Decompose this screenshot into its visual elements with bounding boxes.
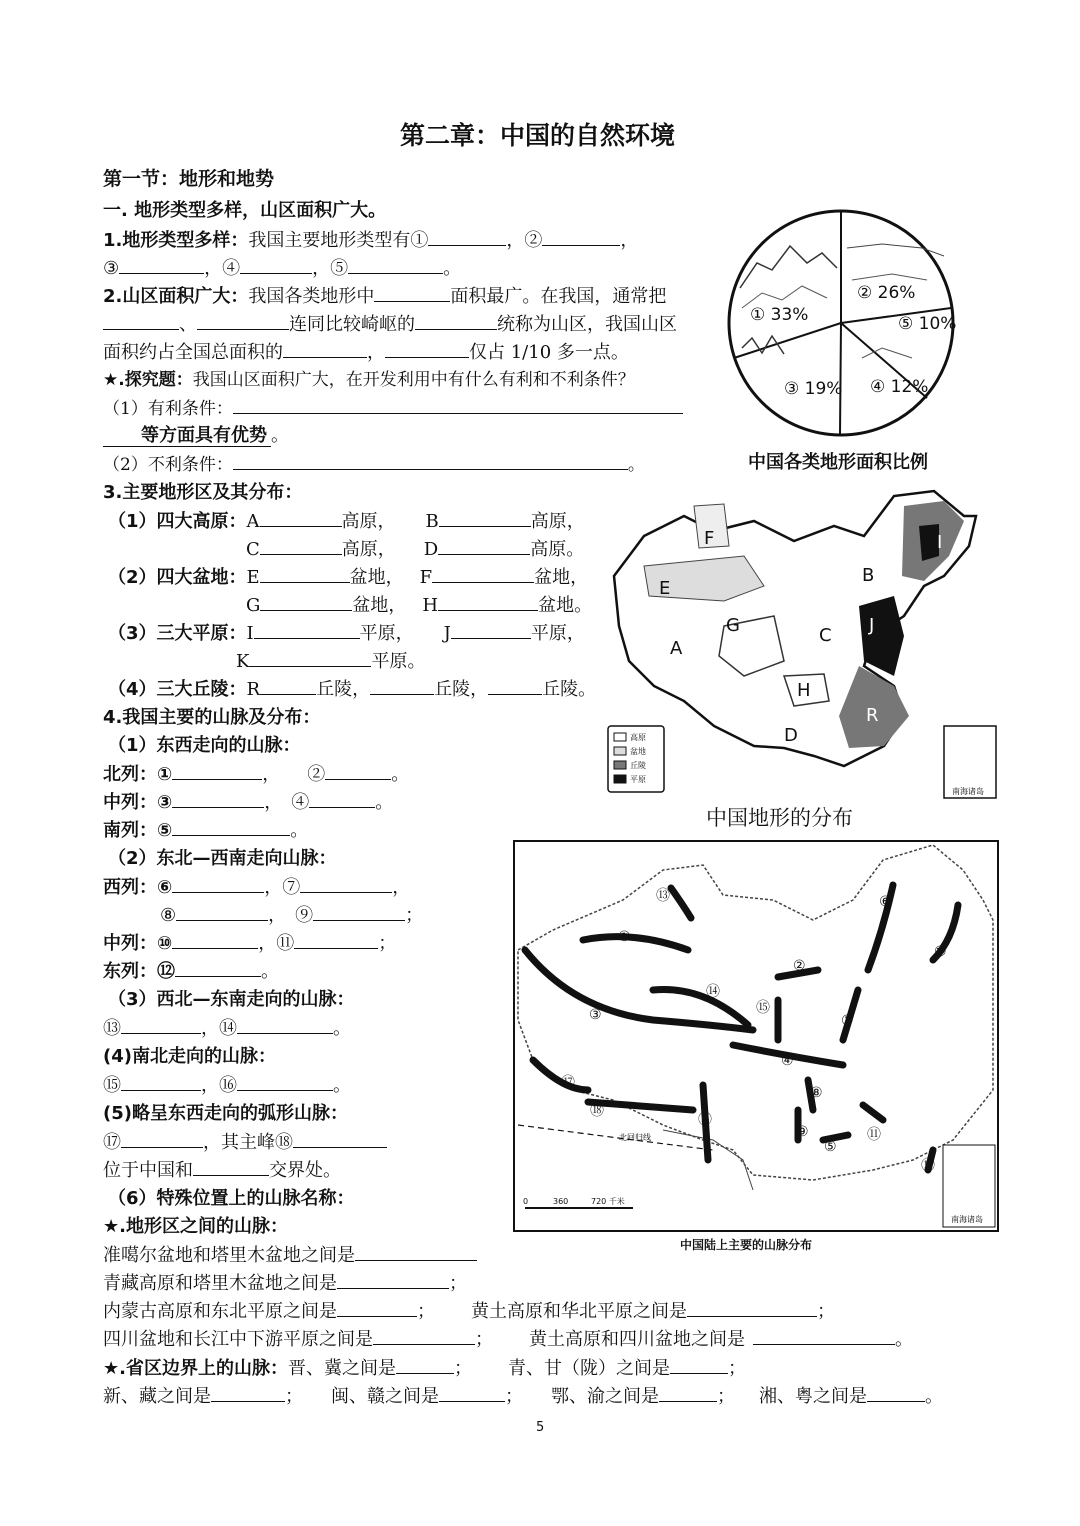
- map1-letter: R: [866, 705, 879, 726]
- sep: 位于中国和: [103, 1160, 193, 1181]
- scale-label: 360: [553, 1197, 569, 1206]
- q2-line3: [103, 341, 629, 364]
- between-text: 青藏高原和塔里木盆地之间是: [103, 1273, 337, 1294]
- map2-caption: 中国陆上主要的山脉分布: [680, 1238, 813, 1252]
- mountain-num: ⑯: [698, 1112, 712, 1128]
- mountain-num: ②: [793, 958, 806, 974]
- legend-item: 高原: [630, 733, 646, 742]
- suffix: 盆地，: [349, 567, 404, 588]
- map1-letter: D: [784, 725, 798, 746]
- blank[interactable]: [254, 622, 360, 639]
- suffix: 高原，: [341, 511, 396, 532]
- suffix: 高原，: [341, 539, 396, 560]
- arc-row: [103, 1131, 387, 1154]
- explore-adv: [103, 397, 683, 420]
- sep: ；: [475, 1329, 493, 1350]
- adv-label: （1）有利条件：: [103, 399, 233, 419]
- suffix: 丘陵。: [542, 679, 597, 700]
- blank[interactable]: [121, 1017, 201, 1034]
- suffix: 平原，: [359, 623, 414, 644]
- letter: C: [246, 539, 260, 560]
- blank[interactable]: [172, 932, 258, 949]
- mountain-num: ⑫: [921, 1158, 935, 1174]
- map1-letter: I: [937, 532, 943, 553]
- blank[interactable]: [438, 538, 530, 555]
- row-label: 南列：⑤: [103, 820, 173, 841]
- q2-text: 连同比较崎岖的: [289, 314, 415, 335]
- north-row: [103, 763, 409, 786]
- q2-text: 面积约占全国总面积的: [103, 342, 283, 363]
- scale-label: 0: [523, 1197, 529, 1206]
- sep: 。: [895, 1329, 913, 1350]
- blank[interactable]: [542, 229, 620, 246]
- page-number: 5: [536, 1420, 545, 1435]
- blank[interactable]: [370, 678, 434, 695]
- q4-ew: （1）东西走向的山脉：: [108, 735, 301, 756]
- map2-inset: 南海诸岛: [951, 1215, 983, 1224]
- letter: E: [246, 567, 260, 588]
- blank[interactable]: [193, 1159, 269, 1176]
- pie-label-3: ③ 19%: [784, 379, 843, 399]
- sep: 。: [261, 961, 279, 982]
- blank[interactable]: [488, 678, 542, 695]
- legend-item: 丘陵: [630, 761, 646, 770]
- dis-end: 。: [627, 455, 645, 475]
- q4-nesw: （2）东北—西南走向山脉：: [108, 848, 337, 869]
- blank[interactable]: [385, 341, 469, 358]
- sep: ；: [717, 1386, 735, 1407]
- letter: F: [419, 567, 433, 588]
- suffix: 高原，: [530, 511, 585, 532]
- plain-line2: [236, 650, 425, 673]
- q4-arc: (5)略呈东西走向的弧形山脉：: [103, 1103, 348, 1124]
- q1-sep: 。: [443, 258, 462, 279]
- sep: 交界处。: [269, 1160, 341, 1181]
- q1-line2: [103, 257, 461, 280]
- mid2-row: [103, 932, 396, 955]
- mountain-num: ⑪: [867, 1127, 881, 1143]
- blank[interactable]: [309, 791, 375, 808]
- suffix: 盆地，: [352, 595, 407, 616]
- west-row: [103, 876, 410, 899]
- map1-letter: C: [819, 625, 832, 646]
- pie-label-5: ⑤ 10%: [898, 314, 957, 334]
- q4-label: 4.我国主要的山脉及分布：: [103, 707, 321, 728]
- mountain-num: ⑩: [934, 944, 947, 960]
- east-row: [103, 960, 279, 983]
- blank[interactable]: [300, 876, 392, 893]
- blank[interactable]: [294, 932, 378, 949]
- letter: H: [422, 595, 439, 616]
- sep: ⑮: [103, 1075, 121, 1096]
- explore-dis: [103, 453, 645, 476]
- legend-item: 平原: [630, 775, 646, 784]
- sep: ；: [417, 1301, 435, 1322]
- q2-text: 我国各类地形中: [248, 286, 375, 307]
- row-label: 东列：⑫: [103, 961, 175, 982]
- border-text: 晋、冀之间是: [287, 1358, 396, 1379]
- pie-caption: 中国各类地形面积比例: [748, 452, 928, 473]
- border-l1: [103, 1357, 746, 1380]
- between-label: ★.地形区之间的山脉：: [103, 1216, 288, 1237]
- suffix: 平原，: [530, 623, 585, 644]
- sep: 。: [333, 1075, 351, 1096]
- q1-sep: ，: [620, 230, 639, 251]
- blank[interactable]: [355, 1244, 477, 1261]
- q1-sep: ，④: [204, 258, 241, 279]
- suffix: 平原。: [371, 651, 426, 672]
- blank[interactable]: [233, 397, 683, 414]
- sep: ；: [378, 933, 397, 954]
- between-text: 黄土高原和华北平原之间是: [471, 1301, 687, 1322]
- sep: ， ④: [264, 792, 310, 813]
- mountain-num: ⑬: [656, 888, 670, 904]
- mountain-num: ⑰: [561, 1075, 575, 1091]
- blank[interactable]: [451, 622, 531, 639]
- between-l2: [103, 1272, 467, 1295]
- legend-item: 盆地: [630, 747, 646, 756]
- row-label: 北列：①: [103, 764, 173, 785]
- sep: ⑧: [160, 905, 177, 926]
- mountain-num: ⑥: [879, 894, 892, 910]
- sep: ；: [449, 1273, 467, 1294]
- map1-letter: F: [704, 528, 715, 549]
- sep: ⑰: [103, 1132, 121, 1153]
- between-text: 准噶尔盆地和塔里木盆地之间是: [103, 1245, 355, 1266]
- border-text: 新、藏之间是: [103, 1386, 211, 1407]
- sep: ，⑪: [258, 933, 295, 954]
- west-row-2: [160, 904, 423, 927]
- blank[interactable]: [119, 257, 204, 274]
- plain-line1: [108, 622, 585, 645]
- sep: ；: [405, 905, 424, 926]
- arc-row-2: [103, 1159, 341, 1182]
- scale-label: 720 千米: [591, 1197, 625, 1206]
- q4-special: （6）特殊位置上的山脉名称：: [108, 1188, 355, 1209]
- nwse-row: [103, 1017, 351, 1040]
- basin-line2: [246, 594, 592, 617]
- pie-label-2: ② 26%: [857, 283, 916, 303]
- q2-text: 、: [179, 314, 197, 335]
- sep: ，: [392, 877, 411, 898]
- map1-letter: E: [659, 578, 671, 599]
- between-l1: [103, 1244, 477, 1267]
- ns-row: [103, 1074, 351, 1097]
- explore-label: ★.探究题：: [103, 370, 193, 390]
- letter: I: [246, 623, 254, 644]
- letter: G: [246, 595, 261, 616]
- border-text: 湘、粤之间是: [759, 1386, 867, 1407]
- map1-inset: 南海诸岛: [952, 787, 984, 796]
- plateau-label: （1）四大高原：: [108, 511, 247, 532]
- blank[interactable]: [249, 650, 371, 667]
- blank[interactable]: [867, 1385, 925, 1402]
- letter: R: [246, 679, 261, 700]
- q3-label: 3.主要地形区及其分布：: [103, 482, 303, 503]
- blank[interactable]: [172, 791, 264, 808]
- letter: K: [236, 651, 250, 672]
- q2-text: 统称为山区，我国山区: [497, 314, 677, 335]
- tropic-label: 北回归线: [619, 1133, 651, 1142]
- terrain-pie-chart: [722, 208, 960, 438]
- q1-text: 我国主要地形类型有①: [248, 230, 429, 251]
- adv-end: 。: [271, 425, 289, 446]
- sep: ；: [453, 1358, 472, 1379]
- suffix: 丘陵，: [316, 679, 371, 700]
- pie-label-4: ④ 12%: [870, 377, 929, 397]
- blank[interactable]: [313, 904, 405, 921]
- blank[interactable]: [260, 566, 350, 583]
- blank[interactable]: [659, 1385, 717, 1402]
- blank[interactable]: [172, 763, 262, 780]
- map1-letter: H: [797, 680, 811, 701]
- sep: ， ②: [262, 764, 326, 785]
- blank[interactable]: [396, 1357, 454, 1374]
- q2-text: 仅占 1/10 多一点。: [469, 342, 629, 363]
- blank[interactable]: [211, 1385, 285, 1402]
- map1-letter: B: [862, 565, 875, 586]
- q2-text: ，: [367, 342, 385, 363]
- blank[interactable]: [260, 678, 316, 695]
- blank[interactable]: [237, 1017, 333, 1034]
- row-label: 西列：⑥: [103, 877, 173, 898]
- blank[interactable]: [240, 257, 312, 274]
- blank[interactable]: [175, 960, 261, 977]
- q1-sep: ，②: [506, 230, 543, 251]
- blank[interactable]: [337, 1272, 449, 1289]
- letter: B: [425, 511, 439, 532]
- blank[interactable]: [670, 1357, 728, 1374]
- hill-line: [108, 678, 596, 701]
- sep: ；: [727, 1358, 746, 1379]
- blank[interactable]: [176, 904, 268, 921]
- blank[interactable]: [432, 566, 534, 583]
- blank[interactable]: [233, 453, 628, 470]
- q2-label: 2.山区面积广大：: [103, 286, 249, 307]
- sep: ， ⑨: [268, 905, 314, 926]
- between-text: 内蒙古高原和东北平原之间是: [103, 1301, 337, 1322]
- blank[interactable]: [197, 313, 289, 330]
- blank[interactable]: [439, 1385, 505, 1402]
- row-label: 中列：⑩: [103, 933, 173, 954]
- blank[interactable]: [260, 538, 342, 555]
- blank[interactable]: [260, 594, 352, 611]
- map1-caption: 中国地形的分布: [706, 806, 853, 830]
- page-title: 第二章：中国的自然环境: [400, 121, 676, 150]
- blank[interactable]: [172, 876, 264, 893]
- sep: ⑬: [103, 1018, 121, 1039]
- q4-nwse: （3）西北—东南走向的山脉：: [108, 989, 355, 1010]
- suffix: 盆地，: [534, 567, 589, 588]
- section-title: 第一节：地形和地势: [103, 168, 275, 190]
- letter: J: [443, 623, 451, 644]
- blank[interactable]: [373, 1328, 475, 1345]
- blank[interactable]: [439, 510, 531, 527]
- adv-tail: 等方面具有优势: [103, 425, 271, 447]
- pie-label-1: ① 33%: [750, 305, 809, 325]
- border-text: 青、甘（陇）之间是: [507, 1358, 670, 1379]
- mountain-num: ⑮: [756, 1000, 770, 1016]
- between-l4: [103, 1328, 913, 1351]
- mountain-num: ⑤: [824, 1139, 837, 1155]
- sep: ；: [817, 1301, 835, 1322]
- mid-row: [103, 791, 393, 814]
- blank[interactable]: [438, 594, 538, 611]
- blank[interactable]: [374, 285, 450, 302]
- blank[interactable]: [348, 257, 443, 274]
- hill-label: （4）三大丘陵：: [108, 679, 247, 700]
- suffix: 丘陵，: [434, 679, 489, 700]
- blank[interactable]: [260, 510, 342, 527]
- blank[interactable]: [172, 819, 290, 836]
- border-text: 鄂、渝之间是: [551, 1386, 659, 1407]
- q1-line1: [103, 229, 638, 252]
- sep: ，其主峰⑱: [203, 1132, 293, 1153]
- mountain-map: [513, 840, 999, 1232]
- blank[interactable]: [121, 1131, 203, 1148]
- q4-ns: (4)南北走向的山脉：: [103, 1046, 276, 1067]
- mountain-num: ⑱: [590, 1103, 604, 1119]
- sep: ，⑯: [201, 1075, 237, 1096]
- explore-text: 我国山区面积广大，在开发利用中有什么有利和不利条件？: [192, 370, 635, 390]
- explore-question: [103, 369, 635, 391]
- blank[interactable]: [283, 341, 367, 358]
- blank[interactable]: [337, 1300, 417, 1317]
- q1-label: 1.地形类型多样：: [103, 230, 249, 251]
- sep: ，⑦: [264, 877, 301, 898]
- border-label: ★.省区边界上的山脉：: [103, 1358, 288, 1379]
- sep: ；: [285, 1386, 303, 1407]
- mountain-num: ④: [781, 1053, 794, 1069]
- blank[interactable]: [237, 1074, 333, 1091]
- blank[interactable]: [415, 313, 497, 330]
- blank[interactable]: [293, 1131, 387, 1148]
- border-text: 闽、赣之间是: [331, 1386, 439, 1407]
- blank[interactable]: [428, 229, 506, 246]
- between-l3: [103, 1300, 835, 1323]
- q2-line2: [103, 313, 677, 336]
- sep: 。: [333, 1018, 351, 1039]
- sep: 。: [375, 792, 394, 813]
- sep: 。: [290, 820, 309, 841]
- plateau-line2: [246, 538, 584, 561]
- letter: A: [246, 511, 260, 532]
- border-l2: [103, 1385, 943, 1408]
- q2-text: 面积最广。在我国，通常把: [450, 286, 667, 307]
- map1-letter: J: [869, 615, 875, 636]
- mountain-num: ③: [589, 1007, 602, 1023]
- south-row: [103, 819, 308, 842]
- mountain-num: ①: [618, 929, 631, 945]
- plain-label: （3）三大平原：: [108, 623, 247, 644]
- blank[interactable]: [103, 313, 179, 330]
- explore-adv-2: [103, 425, 289, 447]
- q1-sep: ③: [103, 258, 120, 279]
- suffix: 高原。: [530, 539, 585, 560]
- basin-label: （2）四大盆地：: [108, 567, 247, 588]
- sep: 。: [925, 1386, 943, 1407]
- mountain-num: ⑨: [796, 1124, 809, 1140]
- blank[interactable]: [325, 763, 391, 780]
- mountain-num: ⑦: [841, 1013, 854, 1029]
- terrain-map: [604, 486, 1004, 804]
- between-text: 四川盆地和长江中下游平原之间是: [103, 1329, 373, 1350]
- mountain-num: ⑭: [706, 984, 720, 1000]
- blank[interactable]: [687, 1300, 817, 1317]
- map1-letter: K: [900, 668, 912, 689]
- map1-letter: A: [670, 638, 683, 659]
- dis-label: （2）不利条件：: [103, 455, 233, 475]
- sep: ；: [505, 1386, 523, 1407]
- letter: D: [423, 539, 439, 560]
- blank[interactable]: [121, 1074, 201, 1091]
- q2-line1: [103, 285, 666, 308]
- q1-sep: ，⑤: [312, 258, 349, 279]
- plateau-line1: [108, 510, 585, 533]
- heading-1: 一. 地形类型多样，山区面积广大。: [103, 200, 387, 221]
- sep: 。: [391, 764, 410, 785]
- row-label: 中列：③: [103, 792, 173, 813]
- mountain-num: ⑧: [810, 1085, 823, 1101]
- blank[interactable]: [753, 1328, 895, 1345]
- between-text: 黄土高原和四川盆地之间是: [529, 1329, 745, 1350]
- map1-letter: G: [726, 615, 740, 636]
- basin-line1: [108, 566, 588, 589]
- suffix: 盆地。: [538, 595, 593, 616]
- sep: ，⑭: [201, 1018, 237, 1039]
